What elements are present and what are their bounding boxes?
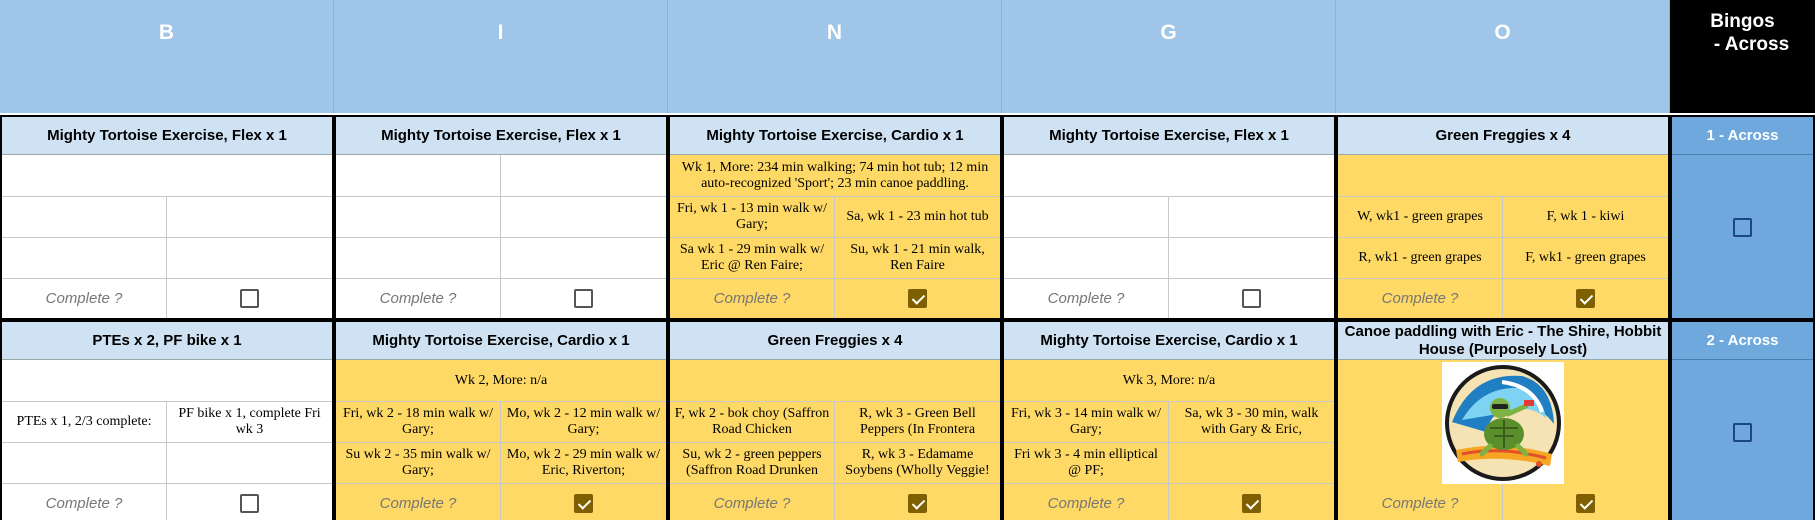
card-row[interactable] [2, 155, 332, 197]
column-header-i: I [334, 0, 668, 113]
cell[interactable] [336, 197, 501, 237]
entry-note: Fri, wk 3 - 14 min walk w/ Gary; [1010, 406, 1162, 437]
entry-note: F, wk 1 - kiwi [1546, 209, 1625, 224]
more-row[interactable] [670, 155, 1000, 197]
card-row[interactable] [336, 197, 666, 238]
entry-note: Sa, wk 3 - 30 min, walk with Gary & Eric, [1184, 406, 1319, 437]
card-row2-o[interactable] [1336, 320, 1670, 520]
card-row[interactable] [670, 402, 1000, 443]
card-row1-g[interactable] [1002, 115, 1336, 320]
surfing-turtle-image [1442, 362, 1564, 489]
card-row[interactable] [670, 360, 1000, 402]
card-title: Green Freggies x 4 [1338, 117, 1668, 155]
card-row[interactable] [1004, 402, 1334, 443]
complete-label: Complete ? [379, 495, 457, 512]
card-row[interactable] [670, 443, 1000, 484]
entry-note: R, wk 3 - Edamame Soybens (Wholly Veggie! [845, 447, 990, 478]
bingo-checkbox[interactable] [1733, 423, 1752, 442]
cell[interactable] [2, 197, 167, 237]
cell[interactable] [501, 197, 666, 237]
entry-note: Fri, wk 1 - 13 min walk w/ Gary; [676, 201, 828, 232]
card-row[interactable] [1338, 197, 1668, 238]
card-row[interactable] [2, 402, 332, 443]
complete-row [670, 484, 1000, 520]
more-row[interactable] [1004, 360, 1334, 402]
entry-note: PTEs x 1, 2/3 complete: [16, 414, 152, 429]
complete-checkbox[interactable] [908, 289, 927, 308]
more-note: Wk 2, More: n/a [454, 372, 548, 388]
cell[interactable] [2, 238, 167, 278]
bingo-title: 2 - Across [1672, 322, 1813, 360]
cell[interactable] [1169, 197, 1334, 237]
card-title: Green Freggies x 4 [670, 322, 1000, 360]
complete-checkbox[interactable] [1242, 289, 1261, 308]
card-row[interactable] [2, 197, 332, 238]
card-row[interactable] [1004, 197, 1334, 238]
complete-row [1004, 279, 1334, 318]
entry-note: Fri wk 3 - 4 min elliptical @ PF; [1014, 447, 1158, 478]
complete-checkbox[interactable] [240, 289, 259, 308]
card-row[interactable] [336, 238, 666, 279]
complete-checkbox[interactable] [574, 494, 593, 513]
cell[interactable] [1004, 197, 1169, 237]
complete-row [2, 279, 332, 318]
card-row1-o[interactable] [1336, 115, 1670, 320]
entry-note: Fri, wk 2 - 18 min walk w/ Gary; [342, 406, 494, 437]
complete-row [670, 279, 1000, 318]
entry-note: Su, wk 2 - green peppers (Saffron Road Drunken [682, 447, 822, 478]
column-header-g: G [1002, 0, 1336, 113]
card-row[interactable] [1004, 155, 1334, 197]
card-title: PTEs x 2, PF bike x 1 [2, 322, 332, 360]
card-title: Canoe paddling with Eric - The Shire, Hobbit House (Purposely Lost) [1338, 322, 1668, 360]
complete-checkbox[interactable] [908, 494, 927, 513]
entry-note: F, wk1 - green grapes [1525, 250, 1646, 265]
complete-checkbox[interactable] [240, 494, 259, 513]
complete-checkbox[interactable] [574, 289, 593, 308]
card-title: Mighty Tortoise Exercise, Flex x 1 [1004, 117, 1334, 155]
card-row[interactable] [2, 238, 332, 279]
card-row1-i[interactable] [334, 115, 668, 320]
column-header-n: N [668, 0, 1002, 113]
column-header-bingos: Bingos - Across [1670, 0, 1815, 113]
card-row2-b[interactable] [0, 320, 334, 520]
bingo-checkbox[interactable] [1733, 218, 1752, 237]
complete-label: Complete ? [713, 290, 791, 307]
card-title: Mighty Tortoise Exercise, Flex x 1 [2, 117, 332, 155]
bingo-2-across[interactable] [1670, 320, 1815, 520]
card-row1-n[interactable] [668, 115, 1002, 320]
column-header-o: O [1336, 0, 1670, 113]
complete-label: Complete ? [45, 495, 123, 512]
image-area [1338, 360, 1668, 484]
card-row2-i[interactable] [334, 320, 668, 520]
card-row1-b[interactable] [0, 115, 334, 320]
complete-label: Complete ? [1047, 495, 1125, 512]
card-row[interactable] [1004, 238, 1334, 279]
entry-note: W, wk1 - green grapes [1357, 209, 1483, 224]
entry-note: Mo, wk 2 - 29 min walk w/ Eric, Riverton; [506, 447, 661, 478]
entry-note: Mo, wk 2 - 12 min walk w/ Gary; [506, 406, 661, 437]
card-row[interactable] [1338, 155, 1668, 197]
more-note: Wk 1, More: 234 min walking; 74 min hot tub; 12 min auto-recognized 'Sport'; 23 min canoe paddling. [681, 159, 989, 191]
card-row2-n[interactable] [668, 320, 1002, 520]
cell[interactable] [336, 238, 501, 278]
card-row[interactable] [1004, 443, 1334, 484]
cell[interactable] [167, 197, 332, 237]
complete-row [1338, 484, 1668, 520]
entry-note: Su wk 2 - 35 min walk w/ Gary; [345, 447, 491, 478]
entry-note: F, wk 2 - bok choy (Saffron Road Chicken [674, 406, 830, 437]
card-title: Mighty Tortoise Exercise, Flex x 1 [336, 117, 666, 155]
card-title: Mighty Tortoise Exercise, Cardio x 1 [670, 117, 1000, 155]
complete-label: Complete ? [379, 290, 457, 307]
column-header-b: B [0, 0, 334, 113]
entry-note: PF bike x 1, complete Fri wk 3 [178, 406, 321, 437]
cell[interactable] [501, 155, 666, 196]
complete-checkbox[interactable] [1576, 289, 1595, 308]
card-row[interactable] [2, 360, 332, 402]
cell[interactable] [1004, 238, 1169, 278]
card-row[interactable] [670, 238, 1000, 279]
cell[interactable] [167, 238, 332, 278]
complete-row [2, 484, 332, 520]
card-row[interactable] [336, 155, 666, 197]
more-note: Wk 3, More: n/a [1122, 372, 1216, 388]
complete-row [1004, 484, 1334, 520]
more-row[interactable] [336, 360, 666, 402]
bingo-title: 1 - Across [1672, 117, 1813, 155]
entry-note: Sa wk 1 - 29 min walk w/ Eric @ Ren Faire; [679, 242, 825, 273]
card-row[interactable] [2, 443, 332, 484]
complete-checkbox[interactable] [1242, 494, 1261, 513]
cell[interactable] [2, 443, 167, 483]
card-row[interactable] [670, 197, 1000, 238]
cell[interactable] [501, 238, 666, 278]
complete-label: Complete ? [713, 495, 791, 512]
cell[interactable] [167, 443, 332, 483]
complete-label: Complete ? [45, 290, 123, 307]
complete-row [336, 484, 666, 520]
cell[interactable] [1169, 238, 1334, 278]
card-row[interactable] [1338, 238, 1668, 279]
complete-row [336, 279, 666, 318]
complete-checkbox[interactable] [1576, 494, 1595, 513]
entry-note: Su, wk 1 - 21 min walk, Ren Faire [850, 242, 985, 273]
cell[interactable] [336, 155, 501, 196]
card-title: Mighty Tortoise Exercise, Cardio x 1 [1004, 322, 1334, 360]
entry-note: Sa, wk 1 - 23 min hot tub [846, 209, 989, 224]
complete-label: Complete ? [1381, 495, 1459, 512]
complete-label: Complete ? [1047, 290, 1125, 307]
entry-note: R, wk 3 - Green Bell Peppers (In Frontera [859, 406, 976, 437]
complete-row [1338, 279, 1668, 318]
card-title: Mighty Tortoise Exercise, Cardio x 1 [336, 322, 666, 360]
complete-label: Complete ? [1381, 290, 1459, 307]
card-row[interactable] [336, 443, 666, 484]
card-row2-g[interactable] [1002, 320, 1336, 520]
entry-note: R, wk1 - green grapes [1358, 250, 1482, 265]
bingo-1-across[interactable] [1670, 115, 1815, 320]
card-row[interactable] [336, 402, 666, 443]
